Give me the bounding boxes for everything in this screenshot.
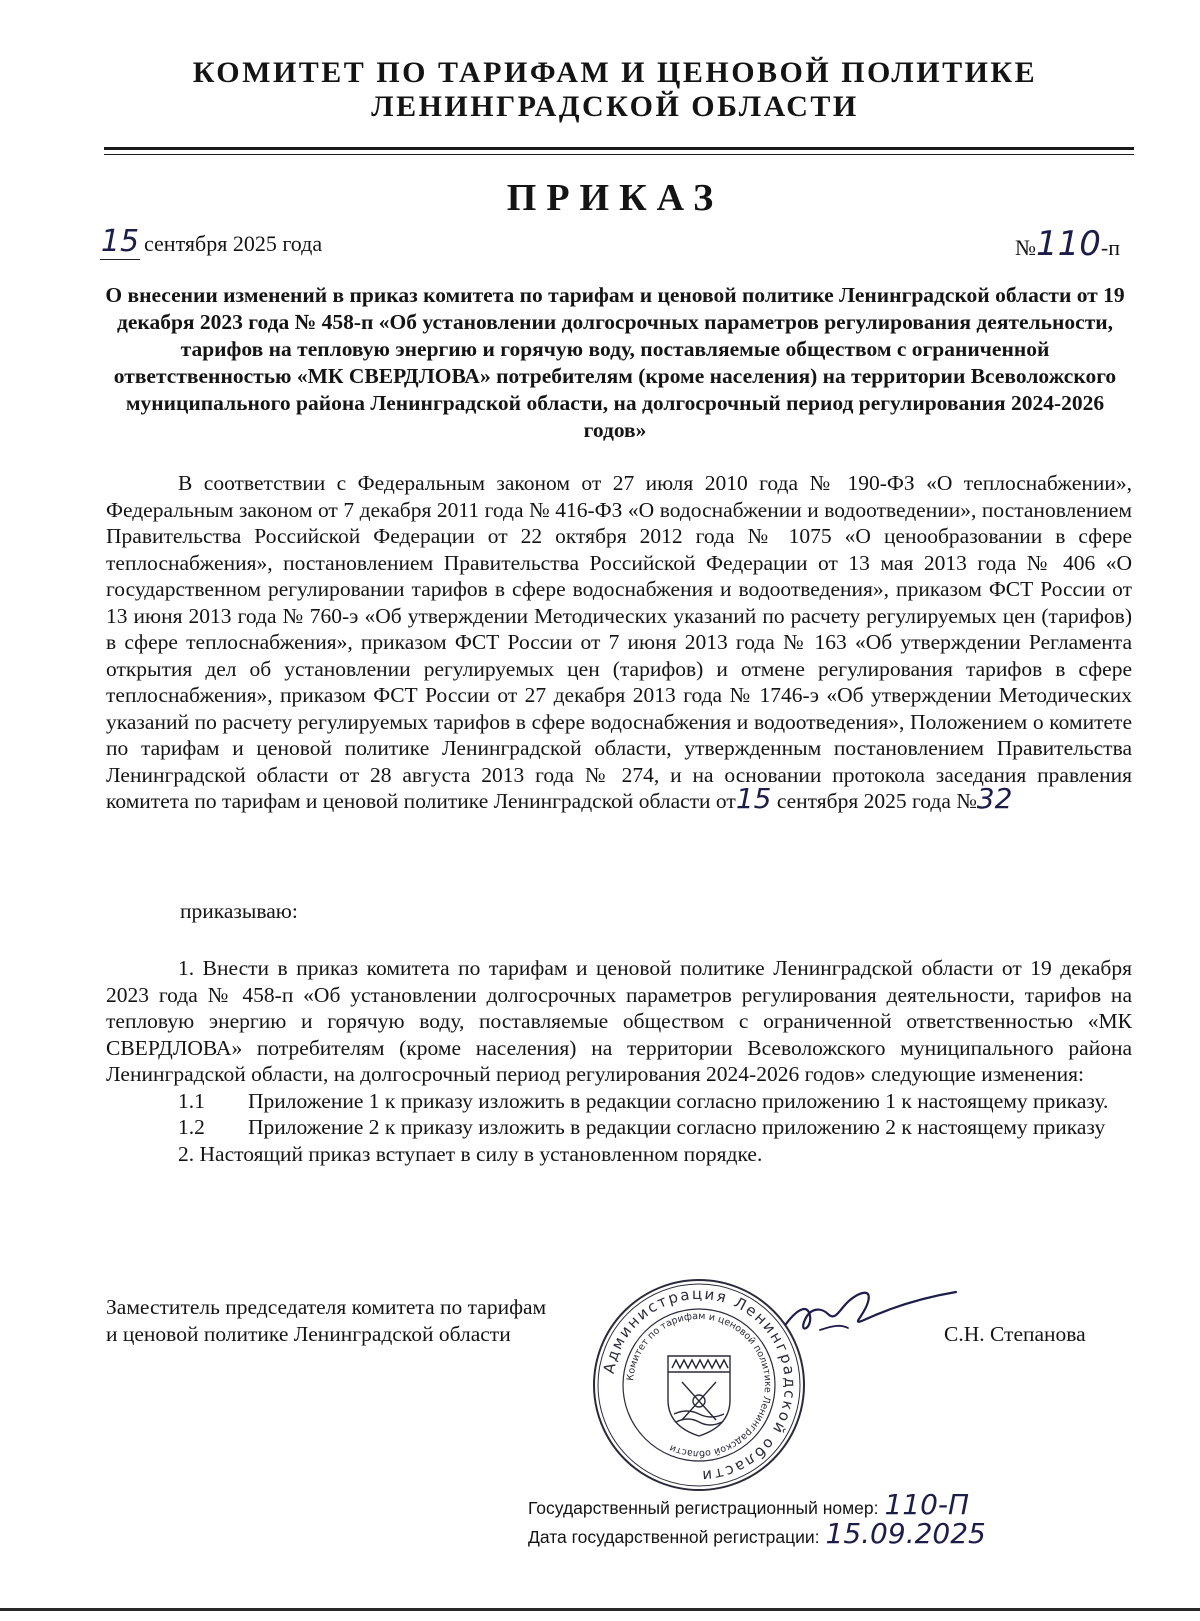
sub-item-text: Приложение 1 к приказу изложить в редакции согласно приложению 1 к настоящему приказу.: [248, 1088, 1109, 1113]
sub-item-1-1: [106, 1088, 1132, 1115]
protocol-middle: сентября 2025 года №: [776, 789, 977, 813]
order-number: [1015, 224, 1120, 264]
signatory-role: [106, 1294, 626, 1348]
handwritten-number: 110: [1035, 224, 1101, 264]
role-line-1: Заместитель председателя комитета по тарифам: [106, 1295, 547, 1319]
signatory-name: С.Н. Степанова: [944, 1322, 1086, 1346]
number-suffix: -п: [1100, 235, 1120, 260]
date-rest: сентября 2025 года: [144, 231, 323, 256]
handwritten-registration-number: 110-П: [884, 1488, 970, 1521]
coat-of-arms-emblem: [668, 1356, 730, 1436]
sub-item-text: Приложение 2 к приказу изложить в редакции согласно приложению 2 к настоящему приказу: [248, 1115, 1106, 1139]
handwritten-signature: [780, 1278, 960, 1348]
registration-block: [528, 1488, 1128, 1550]
order-date: [100, 224, 322, 260]
order-items: [106, 955, 1132, 1167]
issuer-line-1: КОМИТЕТ ПО ТАРИФАМ И ЦЕНОВОЙ ПОЛИТИКЕ: [192, 56, 1038, 89]
order-subject: О внесении изменений в приказ комитета по тарифам и ценовой политике Ленинградской области от 19 декабря 2023 года № 458-п «Об установлении долгосрочных параметров регулирования деятельности, тарифов на тепловую энергию и горячую воду, поставляемые обществом с ограниченной ответственностью «МК СВЕРДЛОВА» потребителям (кроме населения) на территории Всеволожского муниципального района Ленинградской области, на долгосрочный период регулирования 2024-2026 годов»: [105, 283, 1125, 442]
stamp-outer-text: Администрация Ленинградской области: [599, 1284, 800, 1486]
registration-date-row: [528, 1517, 1128, 1550]
handwritten-registration-date: 15.09.2025: [825, 1517, 986, 1550]
scan-bottom-edge: [0, 1608, 1200, 1611]
issuer-heading: [100, 56, 1130, 124]
handwritten-protocol-day: 15: [735, 782, 772, 815]
registration-date-label: Дата государственной регистрации:: [528, 1527, 820, 1547]
preamble-paragraph: [106, 470, 1132, 815]
header-rule-thin: [104, 154, 1134, 155]
item-2: 2. Настоящий приказ вступает в силу в установленном порядке.: [178, 1141, 763, 1166]
handwritten-protocol-number: 32: [976, 782, 1013, 815]
number-prefix: №: [1014, 235, 1036, 260]
order-word: приказываю:: [180, 899, 298, 923]
preamble-text: В соответствии с Федеральным законом от 27 июля 2010 года № 190-ФЗ «О теплоснабжении», Федеральным законом от 7 декабря 2011 года № 416-ФЗ «О водоснабжении и водоотведении», постановлением Правительства Российской Федерации от 22 октября 2012 года № 1075 «О ценообразовании в сфере теплоснабжения», постановлением Правительства Российской Федерации от 13 мая 2013 года № 406 «О государственном регулировании тарифов в сфере водоснабжения и водоотведения», приказом ФСТ России от 13 июня 2013 года № 760-э «Об утверждении Методических указаний по расчету регулируемых цен (тарифов) в сфере теплоснабжения», приказом ФСТ России от 7 июня 2013 года № 163 «Об утверждении Регламента открытия дел об установлении регулируемых цен (тарифов) и отмене регулирования тарифов в сфере теплоснабжения», приказом ФСТ России от 27 декабря 2013 года № 1746-э «Об утверждении Методических указаний по расчету регулируемых тарифов в сфере водоснабжения и водоотведения», Положением о комитете по тарифам и ценовой политике Ленинградской области, утвержденным постановлением Правительства Ленинградской области от 28 августа 2013 года № 274, и на основании протокола заседания правления комитета по тарифам и ценовой политике Ленинградской области от: [106, 471, 1132, 813]
stamp-inner-text: Комитет по тарифам и ценовой политике Ленинградской области: [625, 1310, 774, 1460]
item-1: 1. Внести в приказ комитета по тарифам и ценовой политике Ленинградской области от 19 декабря 2023 года № 458-п «Об установлении долгосрочных параметров регулирования деятельности, тарифов на тепловую энергию и горячую воду, поставляемые обществом с ограниченной ответственностью «МК СВЕРДЛОВА» потребителям (кроме населения) на территории Всеволожского муниципального района Ленинградской области, на долгосрочный период регулирования 2024-2026 годов» следующие изменения:: [106, 956, 1132, 1086]
document-title: ПРИКАЗ: [506, 177, 724, 219]
sub-item-number: 1.1: [178, 1088, 205, 1113]
issuer-line-2: ЛЕНИНГРАДСКОЙ ОБЛАСТИ: [371, 90, 859, 123]
stamp-inner-ring: [623, 1309, 775, 1461]
role-line-2: и ценовой политике Ленинградской области: [106, 1322, 511, 1346]
header-rule-thick: [104, 147, 1134, 150]
handwritten-day: 15: [100, 224, 140, 259]
sub-item-number: 1.2: [178, 1115, 205, 1139]
registration-number-label: Государственный регистрационный номер:: [528, 1498, 879, 1518]
sub-item-1-2: [106, 1114, 1132, 1141]
official-stamp: [590, 1276, 808, 1494]
